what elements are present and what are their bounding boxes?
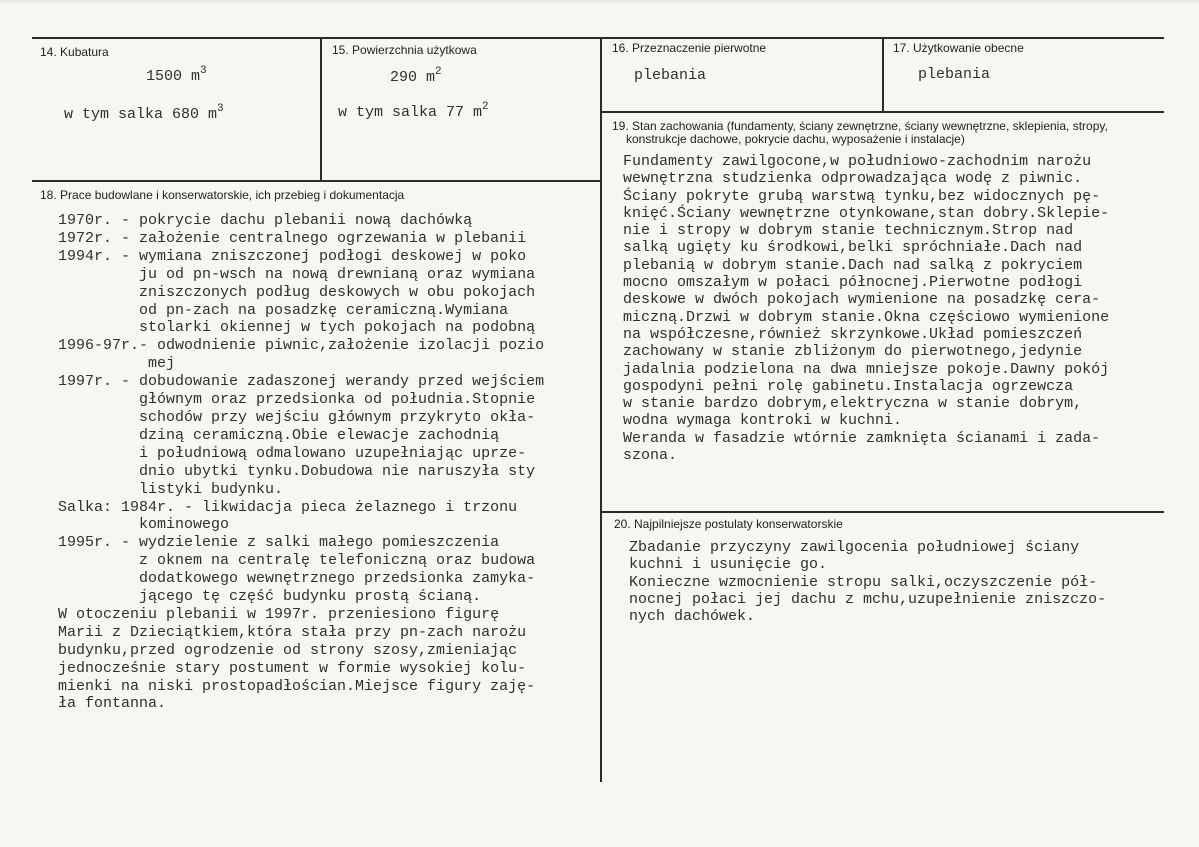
uzytkowanie-value: plebania (918, 66, 991, 83)
stan-line: mocno omszałym w połaci północnej.Pierwotne podłogi (623, 274, 1083, 292)
prace-line: 1997r. - dobudowanie zadaszonej werandy przed wejściem (58, 373, 545, 391)
rule-left-col1 (320, 37, 322, 181)
stan-line: wodna wymaga kontroki w kuchni. (623, 412, 903, 430)
prace-line: 1972r. - założenie centralnego ogrzewania w plebanii (58, 229, 527, 247)
prace-line: głównym oraz przedsionka od południa.Stopnie (58, 391, 536, 409)
stan-line: nie i stropy w dobrym stanie technicznym.Strop nad (623, 222, 1074, 240)
prace-line: 1970r. - pokrycie dachu plebanii nową dachówką (58, 212, 473, 229)
powierzchnia-label: 15. Powierzchnia użytkowa (332, 43, 477, 57)
kubatura-value-exp: 3 (200, 65, 207, 77)
paper-edge (0, 0, 1199, 4)
prace-text (58, 212, 544, 713)
stan-line: plebanią w dobrym stanie.Dach nad salką z pokryciem (623, 256, 1083, 274)
stan-line: Weranda w fasadzie wtórnie zamknięta ścianami i zada- (623, 429, 1101, 447)
prace-line: mej (58, 355, 176, 373)
prace-line: kominowego (58, 516, 230, 534)
prace-line: ła fontanna. (58, 695, 167, 713)
powierzchnia-value-exp: 2 (435, 66, 442, 78)
postulaty-line: Konieczne wzmocnienie stropu salki,oczyszczenie pół- (629, 573, 1098, 591)
stan-line: miczną.Drzwi w dobrym stanie.Okna częściowo wymienione (623, 308, 1110, 326)
stan-line: salką ugięty ku środkowi,belki spróchniałe.Dach nad (623, 239, 1083, 257)
kubatura-value-text: 1500 m (146, 68, 201, 85)
rule-center (600, 37, 602, 782)
rule-top (32, 37, 1164, 39)
kubatura-sub-text: w tym salka 680 m (64, 106, 218, 123)
prace-line: z oknem na centralę telefoniczną oraz budowa (58, 552, 536, 570)
przeznaczenie-value: plebania (634, 67, 707, 84)
powierzchnia-value-text: 290 m (390, 69, 436, 86)
postulaty-line: nych dachówek. (629, 608, 756, 626)
prace-line: Marii z Dzieciątkiem,która stała przy pn-zach narożu (58, 623, 527, 641)
rule-right-lower (600, 511, 1164, 513)
prace-line: dodatkowego wewnętrznego przedsionka zamyka- (58, 570, 536, 588)
stan-label-line1: 19. Stan zachowania (fundamenty, ściany zewnętrzne, ściany wewnętrzne, sklepienia, stropy, (612, 119, 1108, 133)
powierzchnia-sub-text: w tym salka 77 m (338, 104, 483, 121)
postulaty-text (629, 539, 1106, 625)
stan-line: w stanie bardzo dobrym,elektryczna w stanie dobrym, (623, 395, 1083, 413)
prace-line: dnio ubytki tynku.Dobudowa nie naruszyła sty (58, 462, 536, 480)
powierzchnia-value (390, 66, 442, 88)
stan-line: jadalnia podzielona na dwa mniejsze pokoje.Dawny pokój (623, 360, 1110, 378)
kubatura-sub (64, 103, 224, 125)
stan-line: Fundamenty zawilgocone,w południowo-zachodnim narożu (623, 153, 1092, 170)
stan-line: zachowany w stanie zbliżonym do pierwotnego,jedynie (623, 343, 1083, 361)
powierzchnia-sub-exp: 2 (482, 101, 489, 113)
powierzchnia-sub (338, 101, 489, 123)
prace-line: ju od pn-wsch na nową drewnianą oraz wymiana (58, 265, 536, 283)
postulaty-line: nocnej połaci jej dachu z mchu,uzupełnienie zniszczo- (629, 590, 1107, 608)
stan-label-line2: konstrukcje dachowe, pokrycie dachu, wyposażenie i instalacje) (626, 132, 965, 146)
prace-line: 1996-97r.- odwodnienie piwnic,założenie izolacji pozio (58, 337, 545, 355)
prace-line: jącego tę część budynku prostą ścianą. (58, 588, 482, 606)
stan-line: gospodyni pełni rolę gabinetu.Instalacja ogrzewcza (623, 377, 1074, 395)
prace-line: 1995r. - wydzielenie z salki małego pomieszczenia (58, 534, 500, 552)
prace-line: jednocześnie stary postument w formie wysokiej kolu- (58, 659, 527, 677)
prace-label: 18. Prace budowlane i konserwatorskie, ich przebieg i dokumentacja (40, 188, 405, 202)
stan-line: deskowe w dwóch pokojach wymienione na posadzkę cera- (623, 291, 1101, 309)
prace-line: Salka: 1984r. - likwidacja pieca żelaznego i trzonu (58, 498, 518, 516)
prace-line: W otoczeniu plebanii w 1997r. przeniesiono figurę (58, 605, 500, 623)
rule-mid-left (32, 180, 602, 182)
stan-line: knięć.Ściany wewnętrzne otynkowane,stan dobry.Sklepie- (623, 204, 1110, 222)
stan-line: Ściany pokryte grubą warstwą tynku,bez widocznych pę- (623, 187, 1101, 205)
kubatura-sub-exp: 3 (217, 103, 224, 115)
prace-line: listyki budynku. (58, 480, 284, 498)
stan-text (623, 153, 1109, 464)
przeznaczenie-label: 16. Przeznaczenie pierwotne (612, 41, 767, 55)
prace-line: 1994r. - wymiana zniszczonej podłogi deskowej w poko (58, 247, 527, 265)
prace-line: od pn-zach na posadzkę ceramiczną.Wymiana (58, 301, 509, 319)
uzytkowanie-label: 17. Użytkowanie obecne (893, 41, 1024, 55)
kubatura-value (146, 65, 207, 87)
postulaty-label: 20. Najpilniejsze postulaty konserwatorskie (614, 517, 843, 531)
stan-line: wewnętrzna studzienka odprowadzająca wodę z piwnic. (623, 170, 1083, 188)
prace-line: budynku,przed ogrodzenie od strony szosy,zmieniając (58, 641, 518, 659)
stan-line: szona. (623, 447, 678, 465)
postulaty-line: kuchni i usunięcie go. (629, 556, 828, 574)
prace-line: i południową odmalowano uzupełniając uprze- (58, 444, 527, 462)
postulaty-line: Zbadanie przyczyny zawilgocenia południowej ściany (629, 539, 1080, 556)
prace-line: mienki na niski prostopadłościan.Miejsce figury zaję- (58, 677, 536, 695)
prace-line: zniszczonych podług deskowych w obu pokojach (58, 283, 536, 301)
prace-line: dziną ceramiczną.Obie elewacje zachodnią (58, 426, 500, 444)
prace-line: stolarki okiennej w tych pokojach na podobną (58, 319, 536, 337)
kubatura-label: 14. Kubatura (40, 45, 109, 59)
prace-line: schodów przy wejściu głównym przykryto okła- (58, 408, 536, 426)
rule-right-col (882, 37, 884, 112)
stan-line: na współczesne,również skrzynkowe.Układ pomieszczeń (623, 325, 1083, 343)
